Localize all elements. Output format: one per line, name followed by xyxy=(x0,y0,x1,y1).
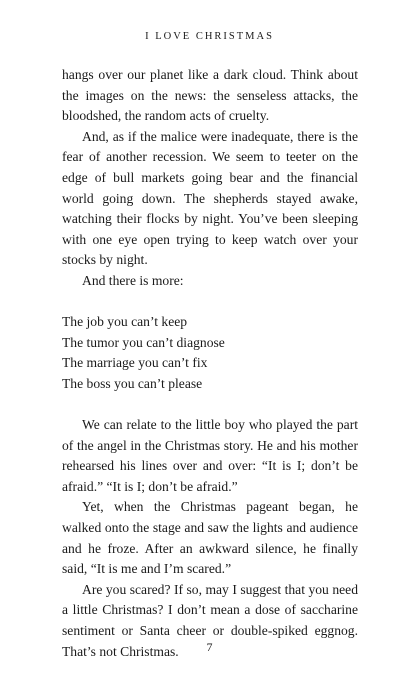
paragraph: We can relate to the little boy who played the part of the angel in the Christmas story. He and his mother rehearsed his lines over and over: “It is I; don’t be afraid.” “It is I; don’t be afraid.” xyxy=(62,417,358,494)
list-item: The boss you can’t please xyxy=(62,375,203,391)
paragraph: hangs over our planet like a dark cloud. Think about the images on the news: the senseless attacks, the bloodshed, the random acts of cruelty. xyxy=(62,67,358,124)
page-body xyxy=(62,65,358,662)
list-item: The marriage you can’t fix xyxy=(62,355,208,371)
list-item: The tumor you can’t diagnose xyxy=(62,334,225,350)
list-item: The job you can’t keep xyxy=(62,314,188,330)
paragraph: And there is more: xyxy=(82,272,184,288)
paragraph: Are you scared? If so, may I suggest that you need a little Christmas? I don’t mean a dose of saccharine sentiment or Santa cheer or double-spiked eggnog. That’s not Christmas. xyxy=(62,581,358,659)
running-header: I LOVE CHRISTMAS xyxy=(145,31,274,42)
problem-list xyxy=(62,312,358,394)
page-number: 7 xyxy=(206,640,213,654)
paragraph: And, as if the malice were inadequate, there is the fear of another recession. We seem to teeter on the edge of bull markets going bear and the financial world going down. The shepherds stayed awake, watching their flocks by night. You’ve been sleeping with one eye open trying to keep watch over your stocks by night. xyxy=(62,128,358,268)
paragraph: Yet, when the Christmas pageant began, he walked onto the stage and saw the lights and audience and he froze. After an awkward silence, he finally said, “It is me and I’m scared.” xyxy=(62,499,358,577)
